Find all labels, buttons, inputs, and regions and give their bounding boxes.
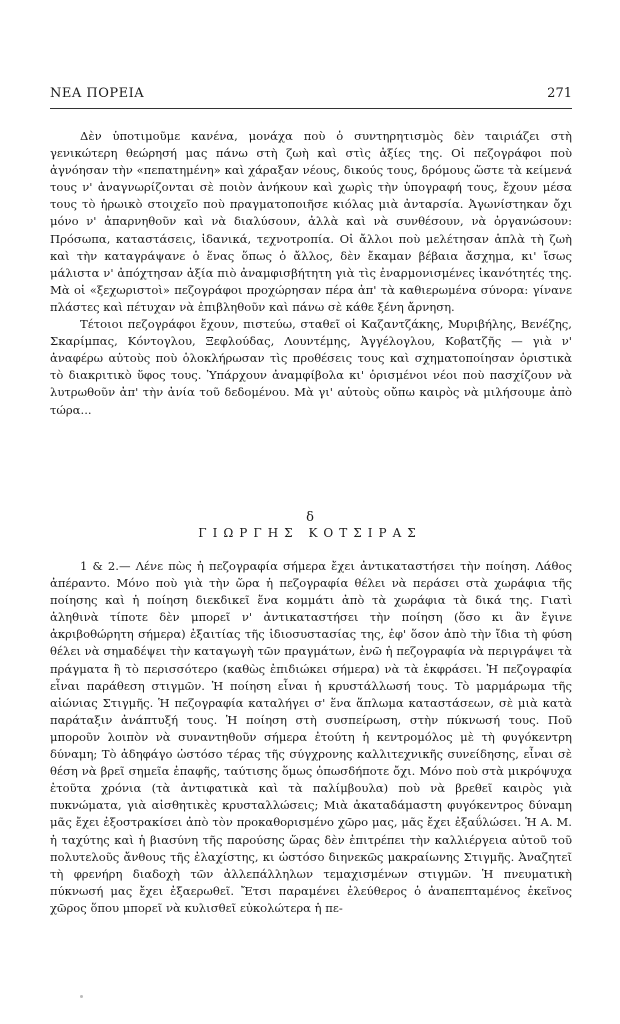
journal-title: ΝΕΑ ΠΟΡΕΙΑ [50,86,145,101]
speck-mark [80,995,83,998]
page-number: 271 [547,86,572,101]
paragraph: Τέτοιοι πεζογράφοι ἔχουν, πιστεύω, σταθεῖ οἱ Καζαντζάκης, Μυριβήλης, Βενέζης, Σκαρίμπας, Κόντογλου, Ξεφλούδας, Λουντέμης, Ἀγγέλογλου, Κοβατζῆς — γιὰ ν' ἀναφέρω αὐτοὺς ποὺ ὁλοκλήρωσαν τὶς προθέσεις τους καὶ σχηματοποίησαν ὁριστικὰ τὸ διακριτικὸ ὕφος τους. Ὑπάρχουν ἀναμφίβολα κι' ὁρισμένοι νέοι ποὺ πασχίζουν νὰ λυτρωθοῦν ἀπ' τὴν ἀνία τοῦ δεδομένου. Μὰ γι' αὐτοὺς οὔπω καιρὸς νὰ μιλήσουμε ἀπὸ τώρα... [50,317,572,417]
article-body-part2 [50,558,572,917]
page-header [50,84,572,109]
section-mark: δ [306,510,314,525]
article-body-part1 [50,128,572,419]
section-title: ΓΙΩΡΓΗΣ ΚΟΤΣΙΡΑΣ [198,526,422,540]
paragraph: Δὲν ὑποτιμοῦμε κανένα, μονάχα ποὺ ὁ συντηρητισμὸς δὲν ταιριάζει στὴ γενικώτερη θεώρησή μας πάνω στὴ ζωὴ καὶ στὶς ἀξίες της. Οἱ πεζογράφοι ποὺ ἀγνόησαν τὴν «πεπατημένη» καὶ χάραξαν νέους, δικούς τους, δρόμους ὥστε τὰ κείμενά τους ν' ἀναγνωρίζονται σὲ ποιὸν ἀνήκουν καὶ χωρὶς τὴν ὑπογραφή τους, ἔχουν μέσα τους τὸ ἡρωικὸ στοιχεῖο ποὺ πραγματοποιῆσε κιόλας μιὰ ἀνταρσία. Ἀγωνίστηκαν ὄχι μόνο ν' ἀπαρνηθοῦν καὶ νὰ διαλύσουν, ἀλλὰ καὶ νὰ συνθέσουν, νὰ ὀργανώσουν: Πρόσωπα, καταστάσεις, ἰδανικά, τεχνοτροπία. Οἱ ἄλλοι ποὺ μελέτησαν ἁπλὰ τὴ ζωὴ καὶ τὴν καταγράψανε ὁ ἕνας ὅπως ὁ ἄλλος, δὲν ἔκαμαν βέβαια ἄσχημα, κι' ἴσως μάλιστα ν' ἀπόχτησαν ἀξία πιὸ ἀναμφισβήτητη γιὰ τὶς ἐναρμονισμένες ἱκανότητές της. Μὰ οἱ «ξεχωριστοὶ» πεζογράφοι προχώρησαν πέρα ἀπ' τὰ καθιερωμένα σύνορα: γίνανε πλάστες καὶ πέτυχαν νὰ ἐπιβληθοῦν καὶ πάνω σὲ κάθε ξένη ἄρνηση. [50,129,572,314]
paragraph: 1 & 2.— Λένε πὼς ἡ πεζογραφία σήμερα ἔχει ἀντικαταστήσει τὴν ποίηση. Λάθος ἀπέραντο. Μόνο ποὺ γιὰ τὴν ὥρα ἡ πεζογραφία θέλει νὰ περάσει στὰ χωράφια τῆς ποίησης καὶ ἡ ποίηση διεκδικεῖ ἕνα κομμάτι ἀπὸ τὰ χωράφια τὰ δικά της. Γιατὶ ἀληθινὰ τίποτε δὲν μπορεῖ ν' ἀντικαταστήσει τὴν ποίηση (ὅσο κι ἂν ἔγινε ἀκριβοθώρητη σήμερα) ἐξαιτίας τῆς ἰδιοσυστασίας της, ἐφ' ὅσον ἀπὸ τὴν ἴδια τὴ φύση θέλει νὰ σημαδέψει τὴν καταγωγὴ τῶν πραγμάτων, ἐνῶ ἡ πεζογραφία νὰ περιγράψει τὰ πράγματα ἢ τὸ περισσότερο (καθὼς ἐπιδιώκει σήμερα) νὰ τὰ ἐκφράσει. Ἡ πεζογραφία εἶναι παράθεση στιγμῶν. Ἡ ποίηση εἶναι ἡ κρυστάλλωσή τους. Τὸ μαρμάρωμα τῆς αἰώνιας Στιγμῆς. Ἡ πεζογραφία καταλήγει σ' ἕνα ἅπλωμα καταστάσεων, σὲ μιὰ κατὰ παράταξιν ἀνάπτυξή τους. Ἡ ποίηση στὴ συσπείρωση, στὴν πύκνωσή τους. Ποῦ μποροῦν λοιπὸν νὰ συναντηθοῦν σήμερα ἐτούτη ἡ κεντρομόλος μὲ τὴ φυγόκεντρη δύναμη; Τὸ ἀδηφάγο ὡστόσο τέρας τῆς σύγχρονης καλλιτεχνικῆς συνείδησης, εἶναι σὲ θέση νὰ βρεῖ σημεῖα ἐπαφῆς, ταύτισης ὅμως ὁπωσδήποτε ὄχι. Μόνο ποὺ στὰ μικρόψυχα ἐτοῦτα χρόνια (τὰ ἀντιφατικὰ καὶ τὰ παλίμβουλα) ποὺ νὰ βρεθεῖ καιρὸς γιὰ πυκνώματα, γιὰ αἰσθητικὲς κρυσταλλώσεις; Μιὰ ἀκαταδάμαστη φυγόκεντρος δύναμη μᾶς ἔχει ἐξοστρακίσει ἀπὸ τὸν προκαθορισμένο χῶρο μας, μᾶς ἔχει ἐξαΰλώσει. Ἡ Α. Μ. ἡ ταχύτης καὶ ἡ βιασύνη τῆς παρούσης ὥρας δὲν ἐπιτρέπει τὴν καλλιέργεια αὐτοῦ τοῦ πολυτελοῦς ἄνθους τῆς ἐλαχίστης, κι ὡστόσο διηνεκῶς μακραίωνης Στιγμῆς. Ἀναζητεῖ τὴ φρενήρη διαδοχὴ τῶν ἀλλεπάλληλων τεμαχισμένων στιγμῶν. Ἡ πνευματικὴ πύκνωσή μας ἔχει ἐξαερωθεῖ. Ἔτσι παραμένει ἐλεύθερος ὁ ἀναπεπταμένος ἐκεῖνος χῶρος ὅπου μπορεῖ νὰ κυλισθεῖ εὐκολώτερα ἡ πε- [50,559,572,915]
